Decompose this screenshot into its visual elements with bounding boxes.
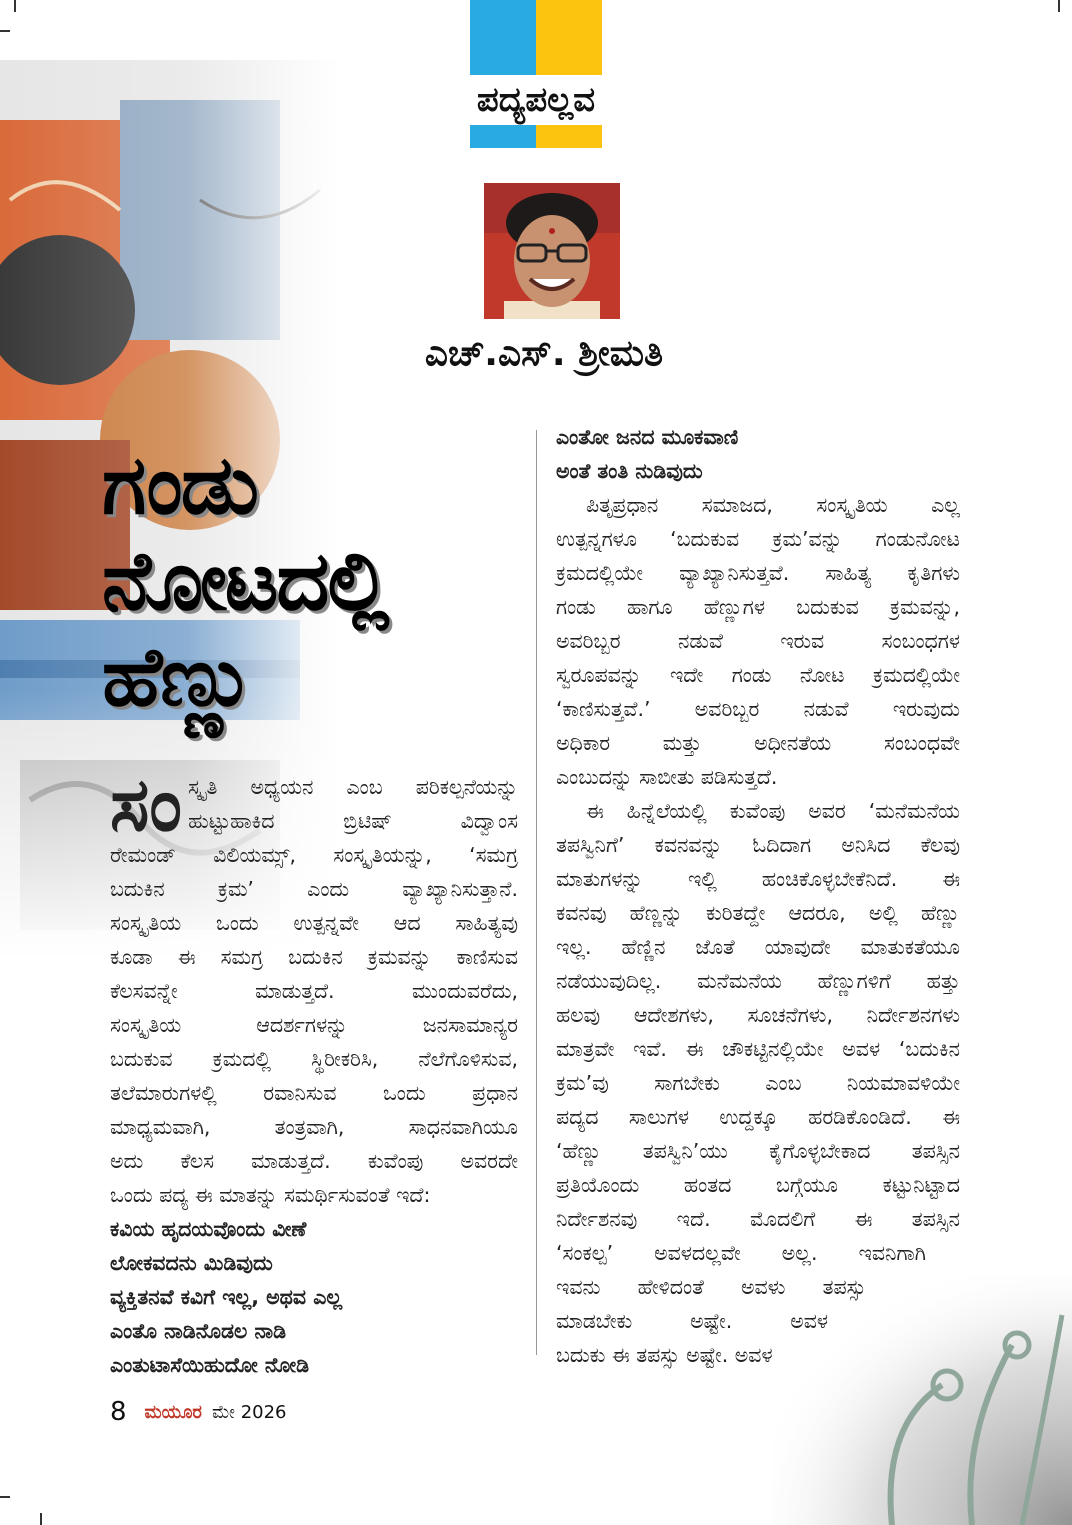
body-line: ಮಾತುಗಳನ್ನು ಇಲ್ಲಿ ಹಂಚಿಕೊಳ್ಳಬೇಕೆನಿದೆ. ಈ [556,867,960,891]
body-line: ಕೂಡಾ ಈ ಸಮಗ್ರ ಬದುಕಿನ ಕ್ರಮವನ್ನು ಕಾಣಿಸುವ [110,945,518,969]
poem-line: ಲೋಕವದನು ಮಿಡಿವುದು [110,1251,273,1275]
author-photo [484,183,620,319]
crop-mark [14,0,16,12]
crop-mark [1058,0,1060,12]
headline-line: ಹೆಣ್ಣು [102,630,254,725]
poem-line: ಎಂತೊ ನಾಡಿನೊಡಲ ನಾಡಿ [110,1319,287,1343]
body-line: ಹುಟ್ಟುಹಾಕಿದ ಬ್ರಿಟಿಷ್ ವಿದ್ವಾಂಸ [188,809,518,833]
body-line: ಗಂಡು ಹಾಗೂ ಹೆಣ್ಣುಗಳ ಬದುಕುವ ಕ್ರಮವನ್ನು, [556,595,960,619]
body-line: ಮಾಡಬೇಕು ಅಷ್ಟೇ. ಅವಳ [556,1309,828,1333]
body-line: ಅವರಿಬ್ಬರ ನಡುವೆ ಇರುವ ಸಂಬಂಧಗಳ [556,629,960,653]
body-line: ಬದುಕು ಈ ತಪಸ್ಸು ಅಷ್ಟೇ. ಅವಳ [556,1343,773,1367]
page-number: 8 [110,1397,127,1427]
body-line: ಒಂದು ಪದ್ಯ ಈ ಮಾತನ್ನು ಸಮರ್ಥಿಸುವಂತೆ ಇದೆ: [110,1183,431,1207]
body-line: ಮಾತ್ರವೇ ಇವೆ. ಈ ಚೌಕಟ್ಟಿನಲ್ಲಿಯೇ ಅವಳ ‘ಬದುಕಿನ [556,1037,960,1061]
magazine-name: ಮಯೂರ [144,1401,202,1423]
body-line: ‘ಹೆಣ್ಣು ತಪಸ್ವಿನಿ’ಯು ಕೈಗೊಳ್ಳಬೇಕಾದ ತಪಸ್ಸಿನ [556,1139,960,1163]
column-masthead-title: ಪದ್ಯಪಲ್ಲವ [476,80,596,120]
poem-line: ಎಂತುಟಾಸೆಯಿಹುದೋ ನೋಡಿ [110,1353,310,1377]
poem-line: ಅಂತೆ ತಂತಿ ನುಡಿವುದು [556,459,703,483]
body-line: ನಿರ್ದೇಶನವು ಇದೆ. ಮೊದಲಿಗೆ ಈ ತಪಸ್ಸಿನ [556,1207,960,1231]
body-line: ಬದುಕುವ ಕ್ರಮದಲ್ಲಿ ಸ್ಥಿರೀಕರಿಸಿ, ನೆಲೆಗೊಳಿಸುವ, [110,1047,518,1071]
poem-line: ವ್ಯಕ್ತಿತನವೆ ಕವಿಗೆ ಇಲ್ಲ, ಅಥವ ಎಲ್ಲ [110,1285,343,1309]
body-line: ‘ಸಂಕಲ್ಪ’ ಅವಳದಲ್ಲವೇ ಅಲ್ಲ. ಇವನಿಗಾಗಿ [556,1241,926,1265]
body-line: ರೇಮಂಡ್ ವಿಲಿಯಮ್ಸ್, ಸಂಸ್ಕೃತಿಯನ್ನು, ‘ಸಮಗ್ರ [110,843,518,867]
body-line: ಸ್ಕೃತಿ ಅಧ್ಯಯನ ಎಂಬ ಪರಿಕಲ್ಪನೆಯನ್ನು [188,775,518,799]
body-line: ಹಲವು ಆದೇಶಗಳು, ಸೂಚನೆಗಳು, ನಿರ್ದೇಶನಗಳು [556,1003,960,1027]
body-line: ಸಂಸ್ಕೃತಿಯ ಆದರ್ಶಗಳನ್ನು ಜನಸಾಮಾನ್ಯರ [110,1013,518,1037]
article-headline [102,438,522,726]
article-column-left [110,762,518,1382]
headline-line: ನೋಟದಲ್ಲಿ [102,534,388,629]
body-line: ಕೆಲಸವನ್ನೇ ಮಾಡುತ್ತದೆ. ಮುಂದುವರೆದು, [110,979,518,1003]
column-masthead-logo [470,0,602,148]
author-name: ಎಚ್‌.ಎಸ್‌. ಶ್ರೀಮತಿ [424,333,664,374]
body-line: ಬದುಕಿನ ಕ್ರಮ’ ಎಂದು ವ್ಯಾಖ್ಯಾನಿಸುತ್ತಾನೆ. [110,877,518,901]
crop-mark [40,1513,42,1525]
crop-mark [0,1496,10,1498]
poem-line: ಎಂತೋ ಜನದ ಮೂಕವಾಣಿ [556,425,739,449]
poem-line: ಕವಿಯ ಹೃದಯವೊಂದು ವೀಣೆ [110,1217,307,1241]
body-line: ಇವನು ಹೇಳಿದಂತೆ ಅವಳು ತಪಸ್ಸು [556,1275,866,1299]
body-line: ಮಾಧ್ಯಮವಾಗಿ, ತಂತ್ರವಾಗಿ, ಸಾಧನವಾಗಿಯೂ [110,1115,518,1139]
body-line: ಸಂಸ್ಕೃತಿಯ ಒಂದು ಉತ್ಪನ್ನವೇ ಆದ ಸಾಹಿತ್ಯವು [110,911,518,935]
page-footer [110,1396,287,1428]
column-divider [536,430,537,1355]
issue-date: ಮೇ 2026 [211,1401,287,1423]
body-line: ಕ್ರಮದಲ್ಲಿಯೇ ವ್ಯಾಖ್ಯಾನಿಸುತ್ತವೆ. ಸಾಹಿತ್ಯ ಕೃತಿಗಳು [556,561,960,585]
body-line: ಅಧಿಕಾರ ಮತ್ತು ಅಧೀನತೆಯ ಸಂಬಂಧವೇ [556,731,960,755]
body-line: ತಪಸ್ವಿನಿಗೆ’ ಕವನವನ್ನು ಓದಿದಾಗ ಅನಿಸಿದ ಕೆಲವು [556,833,960,857]
crop-mark [0,30,10,32]
body-line: ಪಿತೃಪ್ರಧಾನ ಸಮಾಜದ, ಸಂಸ್ಕೃತಿಯ ಎಲ್ಲ [586,493,960,517]
body-line: ಸ್ವರೂಪವನ್ನು ಇದೇ ಗಂಡು ನೋಟ ಕ್ರಮದಲ್ಲಿಯೇ [556,663,960,687]
body-line: ಇಲ್ಲ. ಹೆಣ್ಣಿನ ಜೊತೆ ಯಾವುದೇ ಮಾತುಕತೆಯೂ [556,935,960,959]
body-line: ಈ ಹಿನ್ನೆಲೆಯಲ್ಲಿ ಕುವೆಂಪು ಅವರ ‘ಮನೆಮನೆಯ [586,799,960,823]
body-line: ಪದ್ಯದ ಸಾಲುಗಳ ಉದ್ದಕ್ಕೂ ಹರಡಿಕೊಂಡಿದೆ. ಈ [556,1105,960,1129]
body-line: ಉತ್ಪನ್ನಗಳೂ ‘ಬದುಕುವ ಕ್ರಮ’ವನ್ನು ಗಂಡುನೋಟ [556,527,960,551]
drop-cap: ಸಂ [110,762,183,848]
body-line: ಎಂಬುದನ್ನು ಸಾಬೀತು ಪಡಿಸುತ್ತದೆ. [556,765,778,789]
body-line: ಪ್ರತಿಯೊಂದು ಹಂತದ ಬಗ್ಗೆಯೂ ಕಟ್ಟುನಿಟ್ಟಾದ [556,1173,960,1197]
article-column-right [556,420,960,1372]
body-line: ಕ್ರಮ’ವು ಸಾಗಬೇಕು ಎಂಬ ನಿಯಮಾವಳಿಯೇ [556,1071,960,1095]
body-line: ಕವನವು ಹೆಣ್ಣನ್ನು ಕುರಿತದ್ದೇ ಆದರೂ, ಅಲ್ಲಿ ಹೆಣ್ಣು [556,901,960,925]
headline-line: ಗಂಡು [102,438,257,533]
body-line: ತಲೆಮಾರುಗಳಲ್ಲಿ ರವಾನಿಸುವ ಒಂದು ಪ್ರಧಾನ [110,1081,518,1105]
body-line: ಅದು ಕೆಲಸ ಮಾಡುತ್ತದೆ. ಕುವೆಂಪು ಅವರದೇ [110,1149,518,1173]
body-line: ನಡೆಯುವುದಿಲ್ಲ. ಮನೆಮನೆಯ ಹೆಣ್ಣುಗಳಿಗೆ ಹತ್ತು [556,969,960,993]
body-line: ‘ಕಾಣಿಸುತ್ತವೆ.’ ಅವರಿಬ್ಬರ ನಡುವೆ ಇರುವುದು [556,697,960,721]
